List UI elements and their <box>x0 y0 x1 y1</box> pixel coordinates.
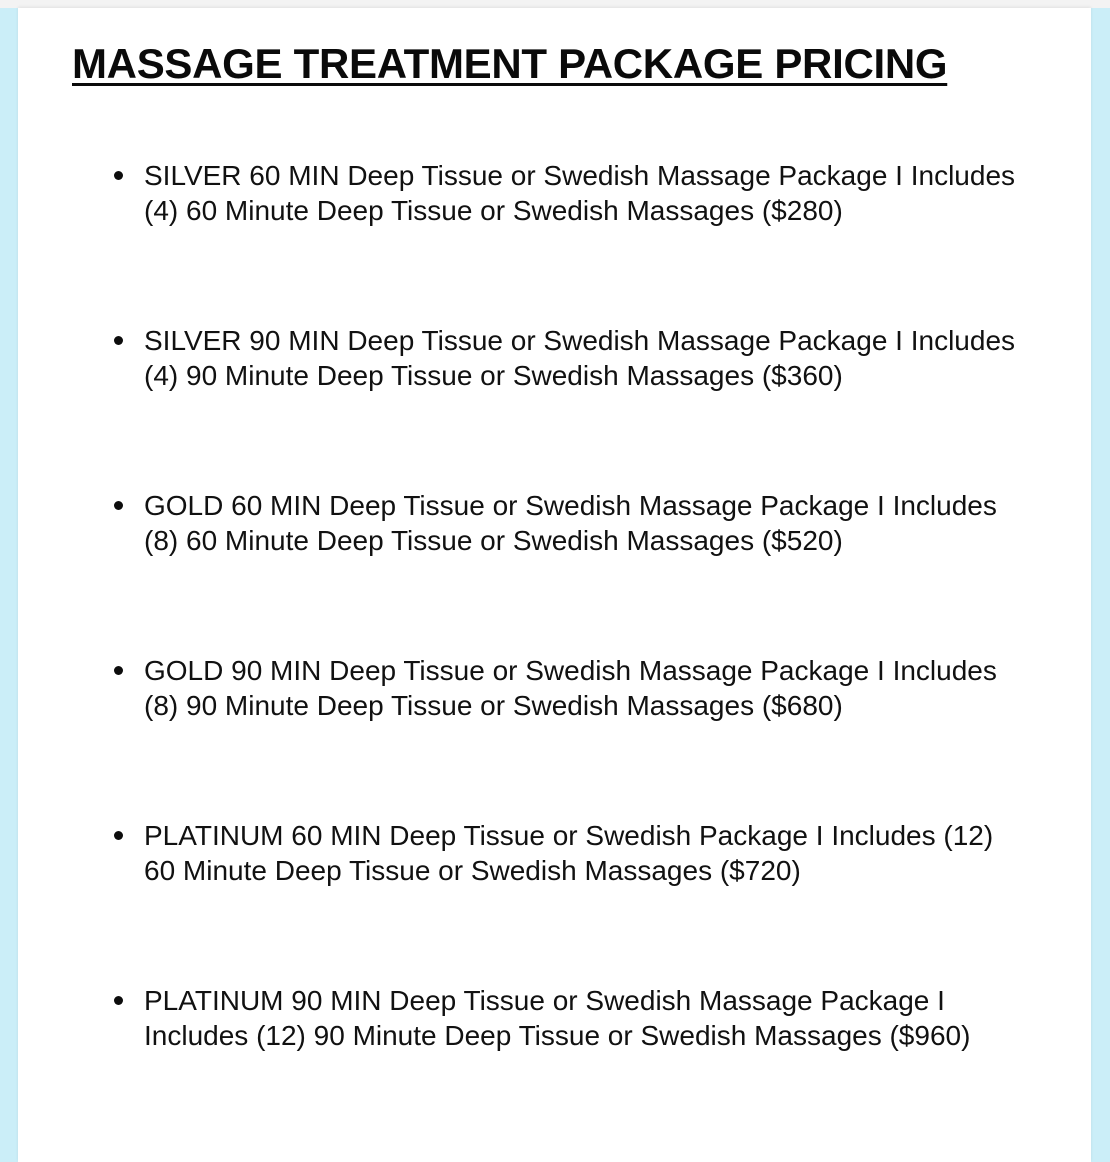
package-line: (4) 90 Minute Deep Tissue or Swedish Massages ($360) <box>144 360 843 391</box>
page-title: MASSAGE TREATMENT PACKAGE PRICING <box>72 40 948 87</box>
package-line: (8) 60 Minute Deep Tissue or Swedish Massages ($520) <box>144 525 843 556</box>
package-description <box>144 488 1054 558</box>
package-line: (8) 90 Minute Deep Tissue or Swedish Massages ($680) <box>144 690 843 721</box>
package-line: GOLD 60 MIN Deep Tissue or Swedish Massage Package I Includes <box>144 490 997 521</box>
package-list <box>18 158 1091 1148</box>
package-description <box>144 158 1054 228</box>
list-item-silver-90 <box>18 323 1091 488</box>
package-line: GOLD 90 MIN Deep Tissue or Swedish Massage Package I Includes <box>144 655 997 686</box>
top-edge-strip <box>0 0 1110 8</box>
package-line: PLATINUM 90 MIN Deep Tissue or Swedish Massage Package I <box>144 985 945 1016</box>
package-line: PLATINUM 60 MIN Deep Tissue or Swedish Package I Includes (12) <box>144 820 994 851</box>
package-line: SILVER 60 MIN Deep Tissue or Swedish Massage Package I Includes <box>144 160 1016 191</box>
list-item-platinum-60 <box>18 818 1091 983</box>
bullet-icon <box>114 501 123 510</box>
bullet-icon <box>114 171 123 180</box>
package-line: SILVER 90 MIN Deep Tissue or Swedish Massage Package I Includes <box>144 325 1016 356</box>
list-item-silver-60 <box>18 158 1091 323</box>
list-item-platinum-90 <box>18 983 1091 1148</box>
package-description <box>144 983 1054 1053</box>
package-description <box>144 818 1054 888</box>
package-line: Includes (12) 90 Minute Deep Tissue or Swedish Massages ($960) <box>144 1020 971 1051</box>
package-line: 60 Minute Deep Tissue or Swedish Massages ($720) <box>144 855 801 886</box>
bullet-icon <box>114 831 123 840</box>
list-item-gold-90 <box>18 653 1091 818</box>
bullet-icon <box>114 996 123 1005</box>
document-page <box>18 8 1091 1162</box>
bullet-icon <box>114 336 123 345</box>
package-description <box>144 653 1054 723</box>
bullet-icon <box>114 666 123 675</box>
list-item-gold-60 <box>18 488 1091 653</box>
package-line: (4) 60 Minute Deep Tissue or Swedish Massages ($280) <box>144 195 843 226</box>
package-description <box>144 323 1054 393</box>
